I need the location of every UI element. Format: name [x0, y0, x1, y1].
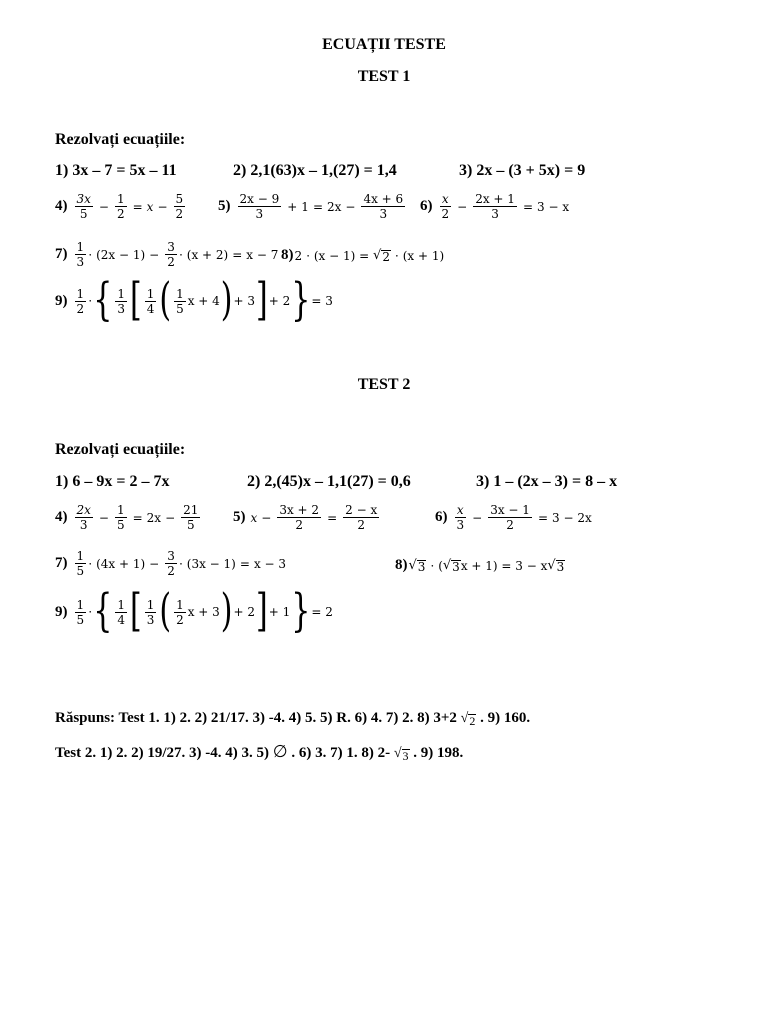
- fraction: $\frac{2x + 1}{3}$: [475, 192, 515, 221]
- test2-problem-2: 2) 2,(45)x – 1,1(27) = 0,6: [247, 473, 411, 490]
- test2-problem-4: 4) $\frac{2x}{3}$ − $\frac{1}{5}$ = 2x − $\frac{21}{5}$: [55, 503, 199, 532]
- fraction: $\frac{x}{2}$: [441, 192, 450, 221]
- problem-label: 5): [233, 509, 246, 525]
- fraction: $\frac{3x}{5}$: [76, 192, 91, 221]
- test2-problem-6: 6) $\frac{x}{3}$ − $\frac{3x - 1}{2}$ = 3 − 2x: [435, 503, 592, 532]
- square-root: √ 3: [408, 558, 426, 574]
- square-root: √ 3: [547, 558, 565, 574]
- square-root: √ 2: [460, 711, 476, 728]
- fraction: $\frac{1}{3}$: [117, 286, 125, 316]
- test1-problem-6: 6) $\frac{x}{2}$ − $\frac{2x + 1}{3}$ = 3 − x: [420, 192, 570, 221]
- test1-problem-1: 1) 3x – 7 = 5x – 11: [55, 162, 177, 179]
- problem-label: 4): [55, 509, 68, 525]
- fraction: $\frac{2 - x}{2}$: [345, 503, 378, 532]
- test1-problem-3: 3) 2x – (3 + 5x) = 9: [459, 162, 586, 179]
- answers-text: Răspuns: Test 1. 1) 2. 2) 21/17. 3) -4. 4) 5. 5) R. 6) 4. 7) 2. 8) 3+2: [55, 710, 457, 726]
- fraction: $\frac{2x}{3}$: [76, 503, 91, 532]
- fraction: $\frac{1}{3}$: [146, 597, 155, 627]
- answers-text: . 9) 198.: [413, 745, 464, 761]
- test1-problem-8: 8) 2 ⋅ (x − 1) = √ 2 ⋅ (x + 1): [281, 247, 445, 264]
- test1-problem-2: 2) 2,1(63)x – 1,(27) = 1,4: [233, 162, 397, 179]
- problem-label: 4): [55, 198, 68, 214]
- answers-text: Test 2. 1) 2. 2) 19/27. 3) -4. 4) 3. 5): [55, 745, 270, 761]
- fraction: $\frac{3x - 1}{2}$: [490, 503, 530, 532]
- problem-label: 8): [395, 557, 408, 573]
- test1-problem-9: 9) $\frac{1}{2}$ ⋅ { $\frac{1}{3}$ [ $\frac{1}{4}$ ( $\frac{1}{5}$ x + 4 ) + 3 ] + 2 } = 3: [55, 274, 333, 327]
- fraction: $\frac{1}{3}$: [76, 240, 85, 269]
- square-root: √ 3: [442, 558, 460, 574]
- fraction: $\frac{1}{4}$: [117, 597, 125, 627]
- test2-problem-1: 1) 6 – 9x = 2 – 7x: [55, 473, 170, 490]
- fraction: $\frac{1}{5}$: [76, 549, 85, 578]
- fraction: $\frac{1}{2}$: [116, 192, 125, 221]
- test1-heading: TEST 1: [357, 68, 411, 85]
- test1-problem-5: 5) $\frac{2x - 9}{3}$ + 1 = 2x − $\frac{4x + 6}{3}$: [218, 192, 404, 221]
- problem-label: 5): [218, 198, 231, 214]
- square-root: √ 3: [393, 746, 409, 763]
- fraction: $\frac{1}{5}$: [176, 286, 184, 316]
- answers-test2: [55, 742, 463, 762]
- test2-problem-5: 5) x − $\frac{3x + 2}{2}$ = $\frac{2 - x}{2}$: [233, 503, 378, 532]
- fraction: $\frac{3}{2}$: [167, 549, 175, 578]
- test2-problem-9: 9) $\frac{1}{5}$ ⋅ { $\frac{1}{4}$ [ $\frac{1}{3}$ ( $\frac{1}{2}$ x + 3 ) + 2 ] + 1 } = 2: [55, 585, 333, 638]
- fraction: $\frac{2x - 9}{3}$: [239, 192, 280, 221]
- problem-label: 7): [55, 246, 68, 262]
- answers-text: . 6) 3. 7) 1. 8) 2-: [291, 745, 391, 761]
- fraction: $\frac{5}{2}$: [175, 192, 184, 221]
- empty-set-symbol: ∅: [272, 742, 288, 762]
- test2-problem-3: 3) 1 – (2x – 3) = 8 – x: [476, 473, 618, 490]
- problem-label: 8): [281, 247, 294, 263]
- test1-problem-7: 7) $\frac{1}{3}$ ⋅ (2x − 1) − $\frac{3}{2}$ ⋅ (x + 2) = x − 7: [55, 240, 279, 269]
- fraction: $\frac{1}{5}$: [76, 597, 85, 627]
- fraction: $\frac{4x + 6}{3}$: [363, 192, 404, 221]
- fraction: $\frac{1}{5}$: [116, 503, 125, 532]
- test2-instruction: Rezolvați ecuațiile:: [55, 441, 186, 458]
- answers-text: . 9) 160.: [480, 710, 531, 726]
- test1-instruction: Rezolvați ecuațiile:: [55, 131, 186, 148]
- fraction: $\frac{21}{5}$: [183, 503, 199, 532]
- fraction: $\frac{1}{2}$: [176, 597, 184, 627]
- test2-problem-8: 8) √ 3 ⋅ ( √ 3 x + 1) = 3 − x √ 3: [395, 557, 565, 574]
- problem-label: 6): [420, 198, 433, 214]
- problem-label: 9): [55, 603, 68, 620]
- page-title: ECUAȚII TESTE: [322, 36, 446, 53]
- fraction: $\frac{3x + 2}{2}$: [279, 503, 320, 532]
- fraction: $\frac{3}{2}$: [167, 240, 175, 269]
- square-root: √ 2: [373, 248, 390, 264]
- problem-label: 7): [55, 555, 68, 571]
- fraction: $\frac{x}{3}$: [456, 503, 465, 532]
- answers-test1: [55, 710, 530, 727]
- fraction: $\frac{1}{4}$: [146, 286, 155, 316]
- test2-problem-7: 7) $\frac{1}{5}$ ⋅ (4x + 1) − $\frac{3}{2}$ ⋅ (3x − 1) = x − 3: [55, 549, 287, 578]
- fraction: $\frac{1}{2}$: [76, 286, 85, 316]
- test2-heading: TEST 2: [357, 376, 411, 393]
- test1-problem-4: 4) $\frac{3x}{5}$ − $\frac{1}{2}$ = x − $\frac{5}{2}$: [55, 192, 184, 221]
- problem-label: 9): [55, 292, 68, 309]
- problem-label: 6): [435, 509, 448, 525]
